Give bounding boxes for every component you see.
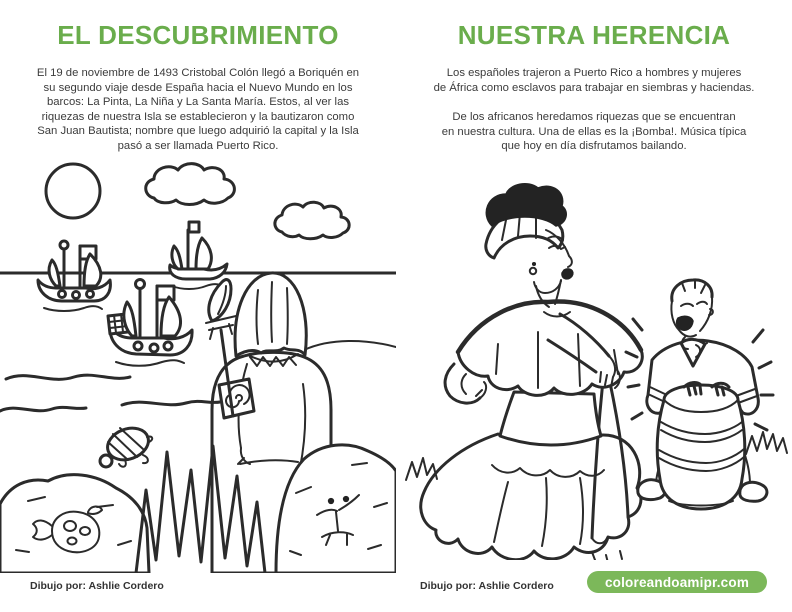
site-badge[interactable]: coloreandoamipr.com [587,571,767,593]
paragraph-line: barcos: La Pinta, La Niña y La Santa María. Estos, al ver las [46,96,350,109]
paragraph-line: pasó a ser llamada Puerto Rico. [117,139,279,152]
paragraph-line: riquezas de nuestra Isla se establecieron y la bautizaron como [41,110,355,123]
paragraph-line: De los africanos heredamos riquezas que se encuentran [452,111,736,123]
bomba-dancer-illustration [421,184,643,560]
discovery-illustration [0,158,396,573]
paragraph-line: San Juan Bautista; nombre que luego adquirió la capital y la Isla [37,125,359,138]
paragraph-line: que hoy en día disfrutamos bailando. [501,140,687,153]
paragraph-line: su segundo viaje desde España hacia el Nuevo Mundo en los [43,81,353,94]
rock-left-illustration [0,475,149,573]
waves-illustration [0,375,220,411]
turtle-illustration [100,423,153,467]
artist-credit-right: Dibujo por: Ashlie Cordero [420,580,554,592]
artist-credit-left: Dibujo por: Ashlie Cordero [30,580,164,592]
grass-illustration [746,432,787,454]
cloud-illustration [146,164,349,239]
bomba-drum-illustration [657,385,745,509]
ship-center-illustration [108,280,192,366]
heritage-paragraph-1 [414,66,774,95]
paragraph-line: El 19 de noviembre de 1493 Cristobal Colón llegó a Boriquén en [36,67,360,79]
ship-small-illustration [170,222,227,289]
discovery-paragraph [18,66,378,154]
page-title-heritage: NUESTRA HERENCIA [457,20,731,50]
coastline [304,341,396,350]
sun-illustration [46,164,100,218]
paragraph-line: de África como esclavos para trabajar en siembras y haciendas. [433,81,755,94]
paragraph-line: en nuestra cultura. Una de ellas es la ¡Bomba!. Música típica [441,125,747,138]
paragraph-line: Los españoles trajeron a Puerto Rico a hombres y mujeres [446,67,742,79]
heritage-illustration [396,182,792,560]
page-title-discovery: EL DESCUBRIMIENTO [57,20,339,50]
ship-left-illustration [38,241,110,311]
heritage-paragraph-2 [414,110,774,154]
